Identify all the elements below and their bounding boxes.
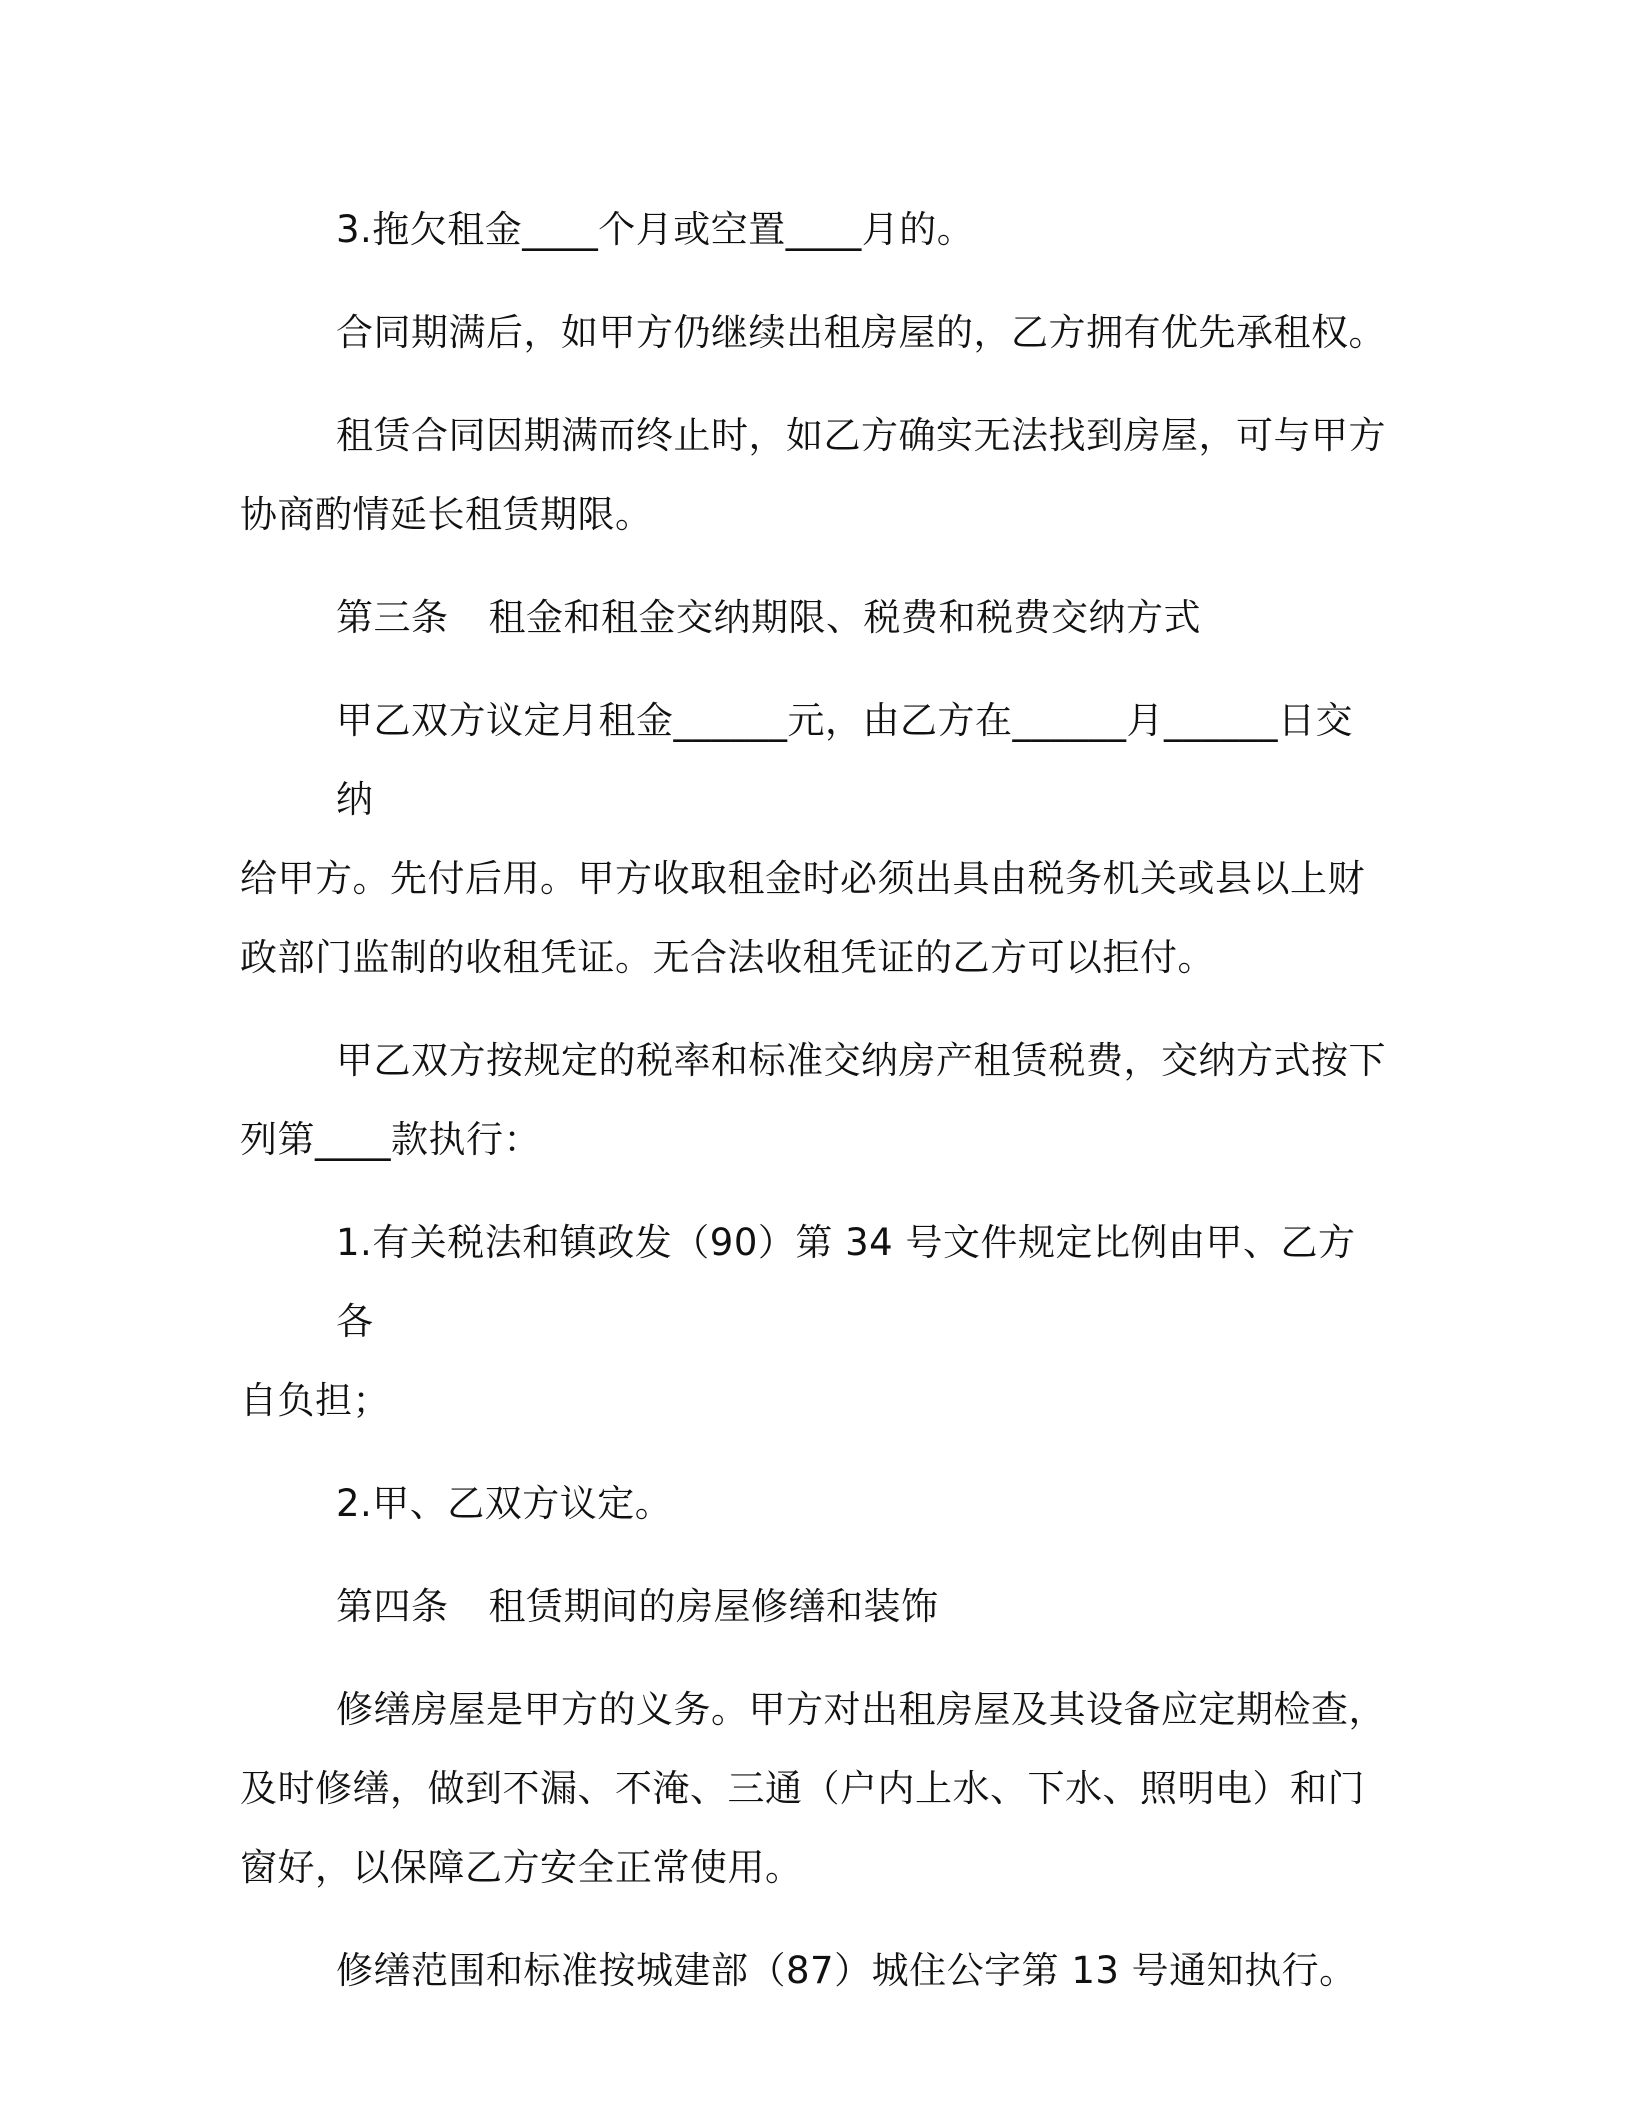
text-line: 1.有关税法和镇政发（90）第 34 号文件规定比例由甲、乙方各 bbox=[336, 1221, 1356, 1343]
text-line: 3.拖欠租金____个月或空置____月的。 bbox=[336, 208, 975, 251]
text-line: 给甲方。先付后用。甲方收取租金时必须出具由税务机关或县以上财 bbox=[240, 857, 1365, 900]
text-line: 修缮范围和标准按城建部（87）城住公字第 13 号通知执行。 bbox=[336, 1949, 1357, 1992]
paragraph-tax-option-2 bbox=[240, 1464, 1390, 1543]
text-line: 协商酌情延长租赁期限。 bbox=[240, 493, 653, 536]
text-line: 及时修缮，做到不漏、不淹、三通（户内上水、下水、照明电）和门 bbox=[240, 1767, 1365, 1810]
paragraph-renewal-priority bbox=[240, 293, 1390, 372]
paragraph-clause-3 bbox=[240, 190, 1390, 269]
paragraph-tax-option-1 bbox=[240, 1203, 1390, 1440]
text-line: 合同期满后，如甲方仍继续出租房屋的，乙方拥有优先承租权。 bbox=[336, 311, 1386, 354]
text-line: 租赁合同因期满而终止时，如乙方确实无法找到房屋，可与甲方 bbox=[336, 414, 1386, 457]
article-title: 租金和租金交纳期限、税费和税费交纳方式 bbox=[488, 596, 1201, 639]
paragraph-rent-amount bbox=[240, 681, 1390, 997]
article-title: 租赁期间的房屋修缮和装饰 bbox=[488, 1585, 939, 1628]
document-page bbox=[240, 190, 1390, 2034]
text-line: 修缮房屋是甲方的义务。甲方对出租房屋及其设备应定期检查， bbox=[336, 1688, 1386, 1731]
text-line: 列第____款执行： bbox=[240, 1118, 541, 1161]
article-3-heading bbox=[240, 578, 1390, 657]
text-line: 窗好，以保障乙方安全正常使用。 bbox=[240, 1846, 803, 1889]
article-label: 第三条 bbox=[336, 596, 449, 639]
paragraph-tax-payment bbox=[240, 1021, 1390, 1179]
text-line: 自负担； bbox=[240, 1379, 390, 1422]
paragraph-repair-duty bbox=[240, 1670, 1390, 1907]
paragraph-repair-scope bbox=[240, 1931, 1390, 2010]
article-label: 第四条 bbox=[336, 1585, 449, 1628]
article-4-heading bbox=[240, 1567, 1390, 1646]
text-line: 甲乙双方按规定的税率和标准交纳房产租赁税费，交纳方式按下 bbox=[336, 1039, 1386, 1082]
text-line: 甲乙双方议定月租金______元，由乙方在______月______日交纳 bbox=[336, 699, 1353, 821]
paragraph-extension bbox=[240, 396, 1390, 554]
text-line: 政部门监制的收租凭证。无合法收租凭证的乙方可以拒付。 bbox=[240, 936, 1215, 979]
text-line: 2.甲、乙双方议定。 bbox=[336, 1482, 673, 1525]
